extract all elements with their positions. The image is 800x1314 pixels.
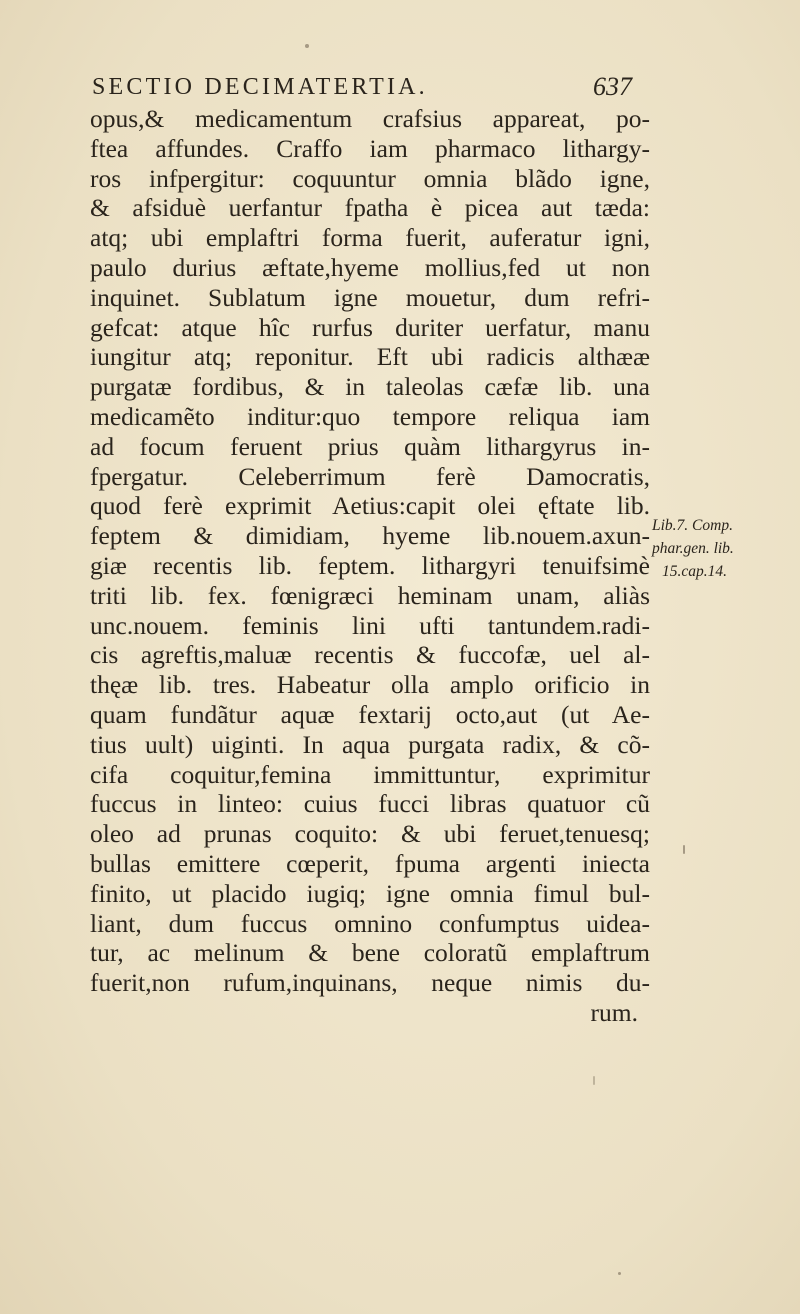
text-line: quod ferè exprimit Aetius:capit olei ęftate lib. [90, 491, 650, 521]
text-line: fpergatur. Celeberrimum ferè Damocratis, [90, 461, 650, 491]
text-line: ftea affundes. Craffo iam pharmaco lithargy- [90, 133, 650, 163]
marginal-note-line: phar.gen. lib. [652, 540, 734, 557]
paper-speck [593, 1076, 595, 1085]
body-text [90, 104, 650, 1028]
text-line: triti lib. fex. fœnigræci heminam unam, aliàs [90, 580, 650, 610]
text-line: unc.nouem. feminis lini ufti tantundem.radi- [90, 610, 650, 640]
marginal-note [652, 514, 774, 583]
text-line: opus,& medicamentum crafsius appareat, po- [90, 104, 650, 133]
text-line: finito, ut placido iugiq; igne omnia fimul bul- [90, 878, 650, 908]
text-line: ad focum feruent prius quàm lithargyrus in- [90, 431, 650, 461]
text-line: tur, ac melinum & bene coloratũ emplaftrum [90, 938, 650, 968]
text-line: iungitur atq; reponitur. Eft ubi radicis althææ [90, 342, 650, 372]
text-line: ros infpergitur: coquuntur omnia blãdo igne, [90, 163, 650, 193]
marginal-note-line: Lib.7. Comp. [652, 517, 733, 534]
text-line: medicamẽto inditur:quo tempore reliqua iam [90, 401, 650, 431]
text-line: paulo durius æftate,hyeme mollius,fed ut non [90, 252, 650, 282]
paper-speck [305, 44, 309, 48]
paper-speck [618, 1272, 621, 1275]
page-number: 637 [593, 72, 632, 101]
text-line: giæ recentis lib. feptem. lithargyri tenuifsimè [90, 550, 650, 580]
text-line: fuccus in linteo: cuius fucci libras quatuor cũ [90, 789, 650, 819]
text-line: tius uult) uiginti. In aqua purgata radix, & cõ- [90, 729, 650, 759]
text-line: bullas emittere cœperit, fpuma argenti iniecta [90, 848, 650, 878]
text-line: & afsiduè uerfantur fpatha è picea aut tæda: [90, 193, 650, 223]
text-line: feptem & dimidiam, hyeme lib.nouem.axun- [90, 521, 650, 551]
text-line: fuerit,non rufum,inquinans, neque nimis du- [90, 968, 650, 998]
paper-speck [683, 845, 685, 854]
text-line: thęæ lib. tres. Habeatur olla amplo orificio in [90, 670, 650, 700]
text-line: inquinet. Sublatum igne mouetur, dum refri- [90, 282, 650, 312]
section-title: SECTIO DECIMATERTIA. [92, 74, 428, 100]
text-line: cifa coquitur,femina immittuntur, exprimitur [90, 759, 650, 789]
running-head [92, 70, 632, 104]
text-line: atq; ubi emplaftri forma fuerit, auferatur igni, [90, 223, 650, 253]
text-line-final: rum. [590, 997, 638, 1027]
text-line: liant, dum fuccus omnino confumptus uidea- [90, 908, 650, 938]
marginal-note-line: 15.cap.14. [662, 563, 728, 580]
text-line: quam fundãtur aquæ fextarij octo,aut (ut Ae- [90, 699, 650, 729]
text-line: purgatæ fordibus, & in taleolas cæfæ lib. una [90, 372, 650, 402]
text-line: gefcat: atque hîc rurfus duriter uerfatur, manu [90, 312, 650, 342]
text-line: cis agreftis,maluæ recentis & fuccofæ, uel al- [90, 640, 650, 670]
text-line: oleo ad prunas coquito: & ubi feruet,tenuesq; [90, 819, 650, 849]
